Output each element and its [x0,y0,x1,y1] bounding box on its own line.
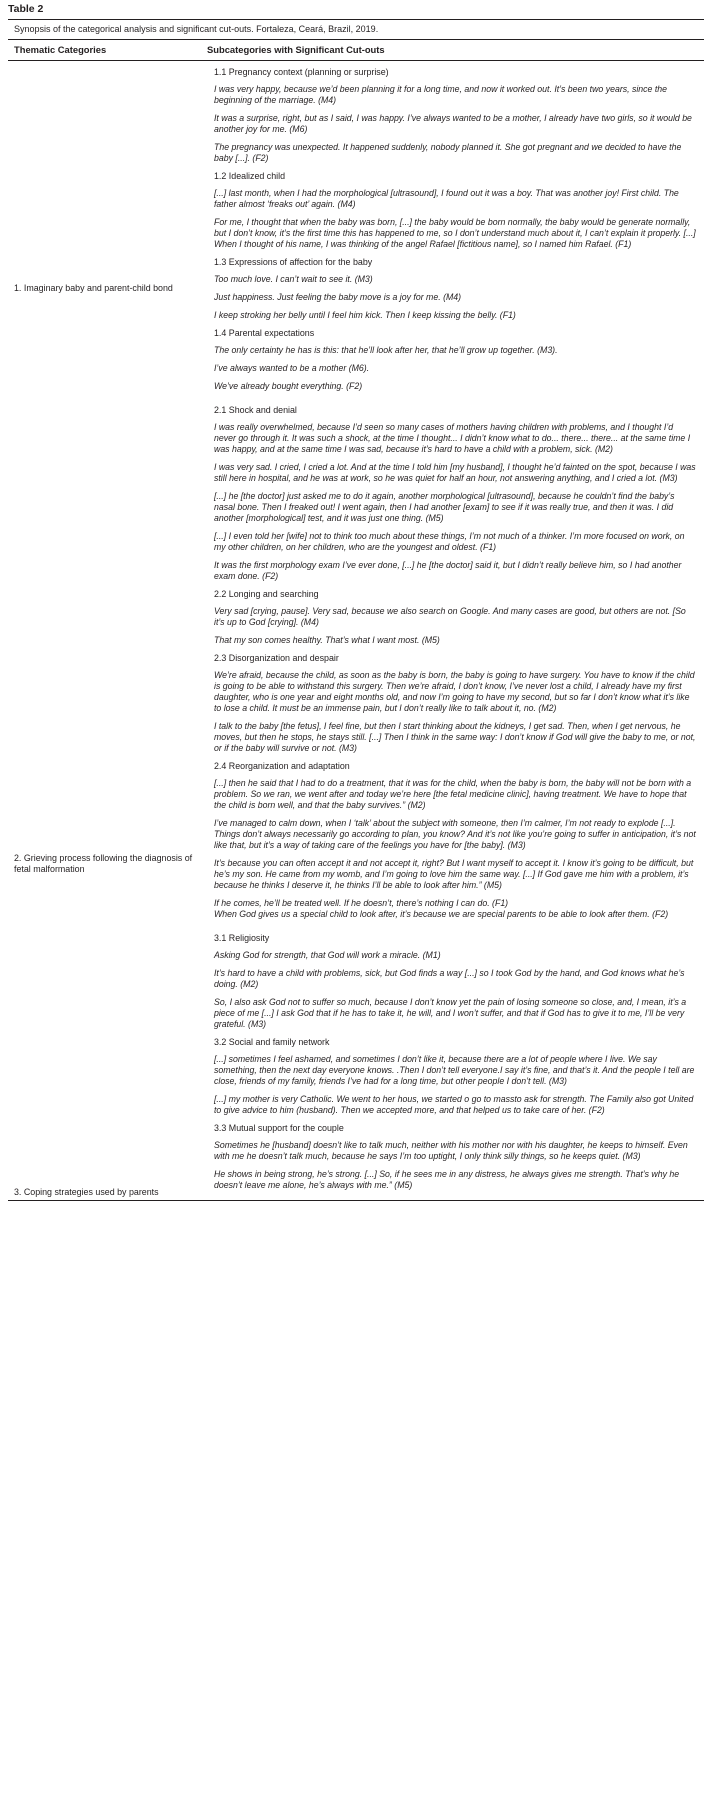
quote-text: We’ve already bought everything. (F2) [214,381,363,391]
quote-text: I’ve managed to calm down, when I ‘talk’ about the subject with someone, then I’m calmer, I’m not ready to explode [...]. Things don’t always necessarily go according to plan, you know? And it’s not like you’re going to suffer in anticipation, it’s not like that, but it’s a way of taking care of the feelings you have for [the baby]. (M3) [214,818,696,850]
table-caption: Synopsis of the categorical analysis and significant cut-outs. Fortaleza, Ceará, Brazil, 2019. [14,24,379,34]
thematic-category-label: 3. Coping strategies used by parents [14,1187,159,1197]
quote-text: I was very happy, because we’d been planning it for a long time, and now it worked out. It’s been two years, since the beginning of the marriage. (M4) [214,84,667,105]
quote-text: Asking God for strength, that God will work a miracle. (M1) [214,950,441,960]
thematic-category-cell [8,61,213,399]
subcategory-title: 1.4 Parental expectations [214,328,315,338]
table-row [8,927,704,1198]
quote-text: [...] he [the doctor] just asked me to do it again, another morphological [ultrasound], because he couldn’t find the baby’s nasal bone. Then I freaked out! I went again, then I had another [exam] to see if it was really true, and then it was. I did another [morphological] test, and it was just one thing. (M5) [214,491,675,523]
subcategory-title: 2.2 Longing and searching [214,589,319,599]
table-row [8,399,704,927]
subcategories-cell [213,927,704,1198]
quote-text: The pregnancy was unexpected. It happened suddenly, nobody planned it. She got pregnant and we decided to have the baby [...]. (F2) [214,142,682,163]
table-label: Table 2 [8,3,44,15]
table-row [8,61,704,399]
quote-text: It’s hard to have a child with problems, sick, but God finds a way [...] so I took God by the hand, and God knows what he’s doing. (M2) [214,968,685,989]
quote-text: [...] I even told her [wife] not to think too much about these things, I’m not much of a thinker. I’m more focused on work, on my other children, on her children, who are the youngest and oldest. (F1) [214,531,685,552]
quote-text: I keep stroking her belly until I feel him kick. Then I keep kissing the belly. (F1) [214,310,516,320]
quote-text: Sometimes he [husband] doesn’t like to talk much, neither with his mother nor with his daughter, he keeps to himself. Even with me he doesn’t talk much, because he says I’m too uptight, I only think silly things, so he keeps quiet. (M3) [214,1140,688,1161]
quote-text: [...] then he said that I had to do a treatment, that it was for the child, when the baby is born, the baby will not be born with a problem. So we ran, we went after and today we’re here [the fetal medicine clinic], having treatment. We have to hope that the child is born well, and that the baby survives.” (M2) [214,778,692,810]
subcategory-title: 3.3 Mutual support for the couple [214,1123,344,1133]
quote-text: For me, I thought that when the baby was born, [...] the baby would be born normally, the baby would be generate normally, but I don’t know, it’s the first time this has happened to me, so I don’t understand much about it, I can’t explain it properly. [...] When I thought of his name, I was thinking of the angel Rafael [fictitious name], so I named him Rafael. (F1) [214,217,696,249]
quote-text: [...] last month, when I had the morphological [ultrasound], I found out it was a boy. That was another joy! First child. The father almost ‘freaks out’ again. (M4) [214,188,679,209]
subcategories-cell [213,61,704,399]
quote-text: I was really overwhelmed, because I’d seen so many cases of mothers having children with problems, and I thought I’d never go through it. It was such a shock, at the time I thought... I didn’t know what to do... there... there... at the same time I was happy, and at the same time I was sad, because it’s hard to have a child with a problem, sick. (M2) [214,422,691,454]
quote-text: So, I also ask God not to suffer so much, because I don’t know yet the pain of losing someone so close, and, I mean, it’s a piece of me [...] I ask God that if he has to take it, he will, and I won’t suffer, and that if God has to give it to me, I’ll be very grateful. (M3) [214,997,687,1029]
subcategory-title: 2.4 Reorganization and adaptation [214,761,350,771]
subcategory-title: 1.1 Pregnancy context (planning or surprise) [214,67,389,77]
table-body [8,61,704,1198]
subcategory-title: 1.2 Idealized child [214,171,286,181]
header-thematic-categories: Thematic Categories [14,44,107,55]
thematic-category-label: 1. Imaginary baby and parent-child bond [14,283,173,293]
thematic-category-cell [8,927,213,1198]
subcategories-cell [213,399,704,927]
quote-text: I was very sad. I cried, I cried a lot. And at the time I told him [my husband], I thought he’d fainted on the spot, because I was still here in hospital, and he was at work, so he was quiet for half an hour, not answering anything, and I cried a lot. (M3) [214,462,696,483]
quote-text: If he comes, he’ll be treated well. If he doesn’t, there’s nothing I can do. (F1) When God gives us a special child to look after, it’s because we are special parents to be able to look after them. (F2) [214,898,669,919]
quote-text: [...] my mother is very Catholic. We went to her hous, we started o go to massto ask for strength. The Family also got United to give advice to him (husband). Then we accepted more, and that helped us to take care of her. (F2) [214,1094,694,1115]
quote-text: Just happiness. Just feeling the baby move is a joy for me. (M4) [214,292,462,302]
quote-text: Too much love. I can’t wait to see it. (M3) [214,274,373,284]
thematic-category-cell [8,399,213,927]
header-subcategories: Subcategories with Significant Cut-outs [207,44,385,55]
subcategory-title: 3.2 Social and family network [214,1037,330,1047]
quote-text: It was a surprise, right, but as I said, I was happy. I’ve always wanted to be a mother, I already have two girls, so it would be another joy for me. (M6) [214,113,692,134]
quote-text: [...] sometimes I feel ashamed, and sometimes I don’t like it, because there are a lot of people where I live. We say something, then the next day everyone knows. .Then I don’t tell everyone.I say it’s fine, and that’s it. And the people I tell are close, friends of my family, friends I’ve had for a long time, but other people I don’t tell. (M3) [214,1054,695,1086]
table-header-row [8,40,704,60]
quote-text: He shows in being strong, he’s strong. [...] So, if he sees me in any distress, he always gives me strength. That’s why he doesn’t leave me alone, he’s always with me.” (M5) [214,1169,680,1190]
quote-text: I talk to the baby [the fetus], I feel fine, but then I start thinking about the kidneys, I get sad. Then, when I get nervous, he moves, but then he stops, he stays still. [...] Then I think in the same way: I don’t know if God will give the baby to me, or not, or if the baby will survive or not. (M3) [214,721,696,753]
subcategory-title: 2.3 Disorganization and despair [214,653,339,663]
quote-text: Very sad [crying, pause]. Very sad, because we also search on Google. And many cases are good, but others are not. [So it’s up to God [crying]. (M4) [214,606,686,627]
quote-text: That my son comes healthy. That’s what I want most. (M5) [214,635,440,645]
thematic-category-label: 2. Grieving process following the diagnosis of fetal malformation [14,853,193,874]
quote-text: We’re afraid, because the child, as soon as the baby is born, the baby is going to have surgery. You have to know if the child is going to be able to withstand this surgery. Then we’re afraid, I don’t know, I’ve never lost a child, I already have my first daughter, who is one year and eight months old, and now I’m going to have my second, but so far I don’t know what it’s like to lose a child. It must be an immense pain, but I don’t really like to talk about it, no. (M2) [214,670,695,713]
bottom-rule [8,1200,704,1201]
quote-text: I’ve always wanted to be a mother (M6). [214,363,370,373]
quote-text: It’s because you can often accept it and not accept it, right? But I want myself to accept it. I know it’s going to be difficult, but he’s my son. He came from my womb, and I’m going to love him the same way. [...] If God gave me him with a problem, it’s because he thinks I deserve it, he thinks I’ll be able to look after him.” (M5) [214,858,694,890]
subcategory-title: 3.1 Religiosity [214,933,270,943]
quote-text: It was the first morphology exam I’ve ever done, [...] he [the doctor] said it, but I didn’t really believe him, so I had another exam done. (F2) [214,560,682,581]
subcategory-title: 2.1 Shock and denial [214,405,297,415]
subcategory-title: 1.3 Expressions of affection for the baby [214,257,373,267]
quote-text: The only certainty he has is this: that he’ll look after her, that he’ll grow up together. (M3). [214,345,558,355]
